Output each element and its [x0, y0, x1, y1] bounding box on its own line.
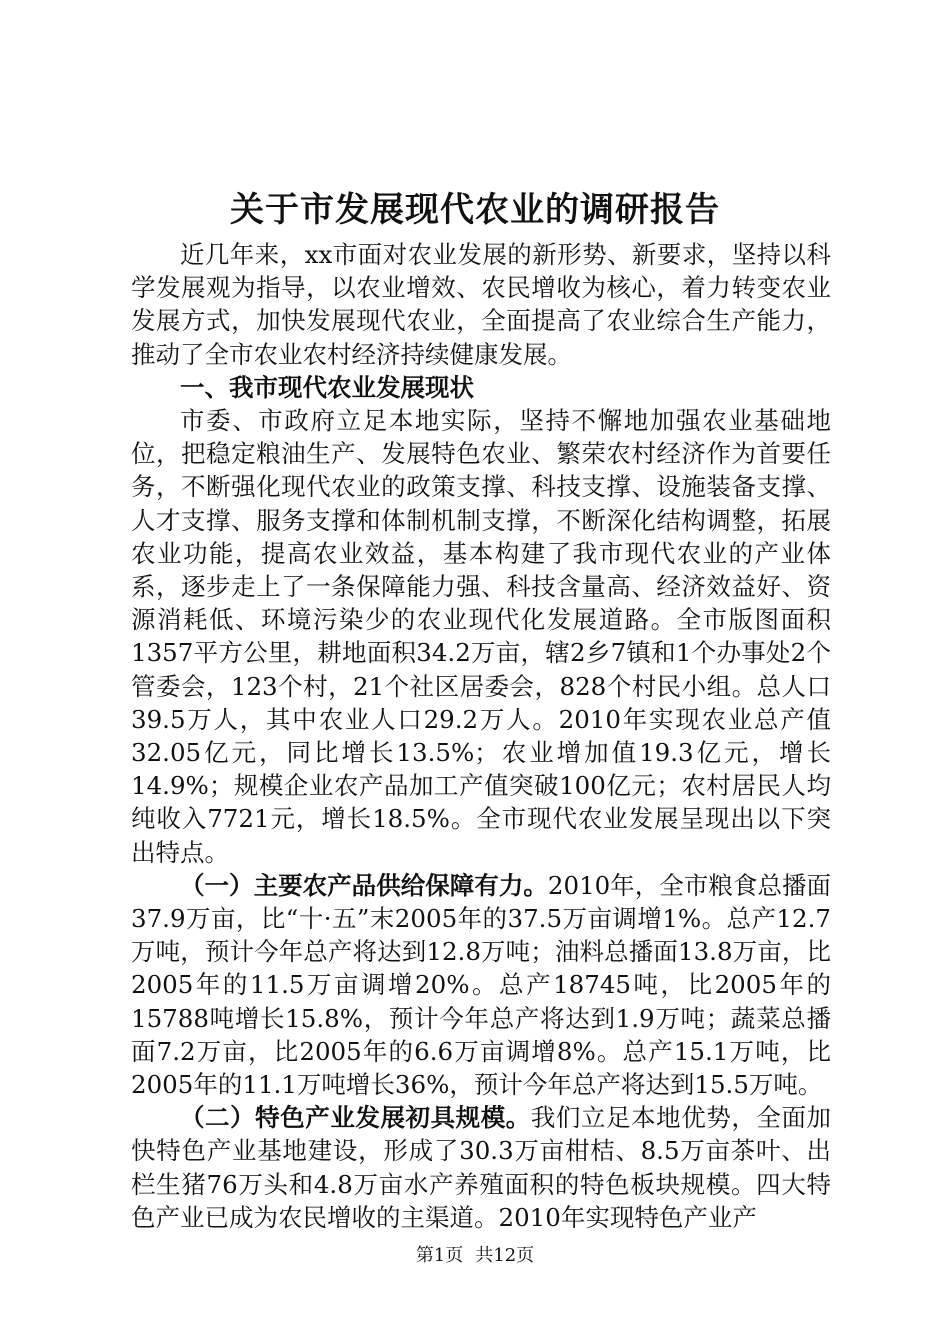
page-total: 共12页 [475, 1245, 535, 1266]
section-heading: 一、我市现代农业发展现状 [180, 372, 474, 402]
subsection-text-1: 2010年，全市粮食总播面37.9万亩，比“十·五”末2005年的37.5万亩调增1%。总产12.7万吨，预计今年总产将达到12.8万吨；油料总播面13.8万亩，比2005年的11.5万亩调增20%。总产18745吨，比2005年的15788吨增长15.8%，预计今年总产将达到1.9万吨；蔬菜总播面7.2万亩，比2005年的6.6万亩调增8%。总产15.1万吨，比2005年的11.1万吨增长36%，预计今年总产将达到15.5万吨。 [131, 870, 831, 1100]
document-body [131, 238, 831, 1234]
document-title: 关于市发展现代农业的调研报告 [230, 190, 720, 230]
page-number: 第1页 [415, 1245, 464, 1266]
section-paragraph: 市委、市政府立足本地实际，坚持不懈地加强农业基础地位，把稳定粮油生产、发展特色农业、繁荣农村经济作为首要任务，不断强化现代农业的政策支撑、科技支撑、设施装备支撑、人才支撑、服务支撑和体制机制支撑，不断深化结构调整，拓展农业功能，提高农业效益，基本构建了我市现代农业的产业体系，逐步走上了一条保障能力强、科技含量高、经济效益好、资源消耗低、环境污染少的农业现代化发展道路。全市版图面积1357平方公里，耕地面积34.2万亩，辖2乡7镇和1个办事处2个管委会，123个村，21个社区居委会，828个村民小组。总人口39.5万人，其中农业人口29.2万人。2010年实现农业总产值32.05亿元，同比增长13.5%；农业增加值19.3亿元，增长14.9%；规模企业农产品加工产值突破100亿元；农村居民人均纯收入7721元，增长18.5%。全市现代农业发展呈现出以下突出特点。 [131, 406, 831, 867]
subsection-paragraph-1 [131, 869, 831, 1101]
subsection-heading-2: （二）特色产业发展初具规模。 [180, 1103, 531, 1133]
subsection-paragraph-2 [131, 1101, 831, 1234]
intro-paragraph: 近几年来，xx市面对农业发展的新形势、新要求，坚持以科学发展观为指导，以农业增效、农民增收为核心，着力转变农业发展方式，加快发展现代农业，全面提高了农业综合生产能力，推动了全市农业农村经济持续健康发展。 [131, 240, 831, 369]
subsection-text-2: 我们立足本地优势，全面加快特色产业基地建设，形成了30.3万亩柑桔、8.5万亩茶叶、出栏生猪76万头和4.8万亩水产养殖面积的特色板块规模。四大特色产业已成为农民增收的主渠道。2010年实现特色产业产 [131, 1103, 832, 1232]
page-footer [0, 1244, 950, 1268]
subsection-heading-1: （一）主要农产品供给保障有力。 [180, 870, 548, 900]
